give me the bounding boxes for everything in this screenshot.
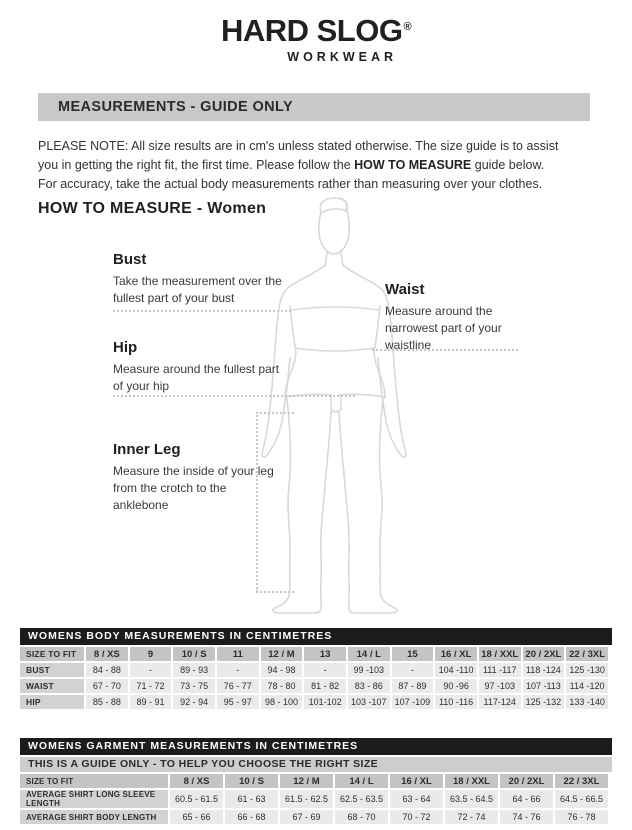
hip-label	[113, 339, 281, 395]
measurement-cell: 64 - 66	[500, 790, 553, 808]
inner-leg-top-dotted-line	[256, 412, 294, 414]
size-column-header: 8 / XS	[170, 774, 223, 788]
bust-dotted-line	[113, 310, 291, 312]
note-text-1: PLEASE NOTE: All size results are in cm's unless stated otherwise. The size guide is to assist you in getting the right fit, the first time. Please follow the	[38, 139, 559, 172]
measurement-cell: 89 - 91	[130, 695, 172, 709]
brand-name	[221, 13, 411, 49]
size-column-header: 9	[130, 647, 172, 661]
brand-logo	[221, 13, 411, 64]
measurement-cell: -	[304, 663, 346, 677]
measurement-cell: 67 - 70	[86, 679, 128, 693]
figure-waist-line	[295, 348, 375, 351]
measurement-cell: 71 - 72	[130, 679, 172, 693]
measurement-cell: 95 - 97	[217, 695, 259, 709]
measurement-cell: 118 -124	[523, 663, 565, 677]
size-to-fit-label: SIZE TO FIT	[20, 647, 84, 661]
row-label: HIP	[20, 695, 84, 709]
row-label: AVERAGE SHIRT BODY LENGTH	[20, 810, 168, 824]
measurement-cell: 107 -113	[523, 679, 565, 693]
measurement-cell: 72 - 74	[445, 810, 498, 824]
row-label: AVERAGE SHIRT LONG SLEEVE LENGTH	[20, 790, 168, 808]
garment-table-grid	[20, 772, 612, 826]
size-header-row	[20, 774, 608, 788]
note-text-2: guide below. For accuracy, take the actual body measurements rather than measuring over your clothes.	[38, 158, 545, 191]
measurement-cell: 67 - 69	[280, 810, 333, 824]
size-column-header: 18 / XXL	[479, 647, 521, 661]
measurement-cell: 114 -120	[566, 679, 608, 693]
garment-table-subtitle: THIS IS A GUIDE ONLY - TO HELP YOU CHOOSE THE RIGHT SIZE	[20, 757, 612, 772]
measurement-cell: 83 - 86	[348, 679, 390, 693]
hip-dotted-line	[113, 395, 355, 397]
measurement-cell: 104 -110	[435, 663, 477, 677]
size-column-header: 12 / M	[261, 647, 303, 661]
size-column-header: 14 / L	[335, 774, 388, 788]
size-column-header: 8 / XS	[86, 647, 128, 661]
measurement-cell: 63 - 64	[390, 790, 443, 808]
measurement-cell: 84 - 88	[86, 663, 128, 677]
measurement-cell: 125 -130	[566, 663, 608, 677]
measurement-cell: 73 - 75	[173, 679, 215, 693]
figure-head	[319, 209, 350, 254]
measurement-cell: 99 -103	[348, 663, 390, 677]
measurement-cell: 125 -132	[523, 695, 565, 709]
measurement-cell: -	[217, 663, 259, 677]
measurement-cell: 133 -140	[566, 695, 608, 709]
measurement-cell: 74 - 76	[500, 810, 553, 824]
size-column-header: 13	[304, 647, 346, 661]
measurement-cell: 92 - 94	[173, 695, 215, 709]
body-table-title: WOMENS BODY MEASUREMENTS IN CENTIMETRES	[20, 628, 612, 645]
waist-title: Waist	[385, 281, 425, 298]
measurement-cell: 63.5 - 64.5	[445, 790, 498, 808]
how-to-measure-heading: HOW TO MEASURE - Women	[38, 200, 267, 217]
measurement-cell: 98 - 100	[261, 695, 303, 709]
measurement-cell: 61 - 63	[225, 790, 278, 808]
body-table-grid	[20, 645, 612, 711]
measurement-cell: 62.5 - 63.5	[335, 790, 388, 808]
size-column-header: 16 / XL	[390, 774, 443, 788]
garment-measurements-table	[20, 738, 612, 826]
measurement-cell: 64.5 - 66.5	[555, 790, 608, 808]
inner-leg-description: Measure the inside of your leg from the crotch to the anklebone	[113, 464, 274, 512]
bust-label	[113, 251, 288, 307]
figure-bust-line	[291, 307, 379, 310]
waist-description: Measure around the narrowest part of your waistline	[385, 304, 502, 352]
measurement-cell: 103 -107	[348, 695, 390, 709]
measurement-cell: 85 - 88	[86, 695, 128, 709]
measurement-cell: 76 - 78	[555, 810, 608, 824]
row-label: BUST	[20, 663, 84, 677]
measurement-cell: 111 -117	[479, 663, 521, 677]
measurement-cell: 110 -116	[435, 695, 477, 709]
measurement-cell: 78 - 80	[261, 679, 303, 693]
table-row	[20, 663, 608, 677]
hip-description: Measure around the fullest part of your hip	[113, 362, 280, 393]
size-header-row	[20, 647, 608, 661]
measurement-cell: 65 - 66	[170, 810, 223, 824]
measurement-cell: 70 - 72	[390, 810, 443, 824]
measurement-cell: -	[130, 663, 172, 677]
measurement-cell: 81 - 82	[304, 679, 346, 693]
measurement-cell: 117-124	[479, 695, 521, 709]
brand-text: HARD SLOG	[220, 13, 403, 48]
measurement-cell: 97 -103	[479, 679, 521, 693]
size-column-header: 20 / 2XL	[500, 774, 553, 788]
measurement-cell: 90 -96	[435, 679, 477, 693]
note-bold-text: HOW TO MEASURE	[354, 158, 472, 172]
table-row	[20, 695, 608, 709]
table-row	[20, 810, 608, 824]
inner-leg-label	[113, 441, 281, 514]
size-column-header: 22 / 3XL	[566, 647, 608, 661]
measurement-cell: -	[392, 663, 434, 677]
figure-left-foot	[273, 596, 321, 613]
measurements-title-bar: MEASUREMENTS - GUIDE ONLY	[38, 93, 590, 121]
measurement-cell: 60.5 - 61.5	[170, 790, 223, 808]
size-column-header: 18 / XXL	[445, 774, 498, 788]
table-row	[20, 790, 608, 808]
size-column-header: 15	[392, 647, 434, 661]
size-column-header: 10 / S	[173, 647, 215, 661]
measurement-cell: 61.5 - 62.5	[280, 790, 333, 808]
measurement-cell: 66 - 68	[225, 810, 278, 824]
measurement-cell: 101-102	[304, 695, 346, 709]
garment-table-title: WOMENS GARMENT MEASUREMENTS IN CENTIMETRES	[20, 738, 612, 755]
measurement-cell: 87 - 89	[392, 679, 434, 693]
measurement-cell: 94 - 98	[261, 663, 303, 677]
size-column-header: 11	[217, 647, 259, 661]
size-column-header: 20 / 2XL	[523, 647, 565, 661]
bust-description: Take the measurement over the fullest part of your bust	[113, 274, 282, 305]
figure-crotch	[331, 395, 341, 412]
brand-subtitle: WORKWEAR	[287, 50, 398, 64]
row-label: WAIST	[20, 679, 84, 693]
body-measurements-table	[20, 628, 612, 711]
registered-mark: ®	[403, 20, 412, 33]
size-column-header: 16 / XL	[435, 647, 477, 661]
measurement-cell: 76 - 77	[217, 679, 259, 693]
measurement-cell: 89 - 93	[173, 663, 215, 677]
waist-label	[385, 281, 515, 354]
size-column-header: 22 / 3XL	[555, 774, 608, 788]
size-column-header: 12 / M	[280, 774, 333, 788]
measurement-cell: 68 - 70	[335, 810, 388, 824]
size-column-header: 10 / S	[225, 774, 278, 788]
size-to-fit-label: SIZE TO FIT	[20, 774, 168, 788]
inner-leg-title: Inner Leg	[113, 441, 181, 458]
figure-right-foot	[349, 596, 397, 613]
bust-title: Bust	[113, 251, 147, 268]
measurement-cell: 107 -109	[392, 695, 434, 709]
size-column-header: 14 / L	[348, 647, 390, 661]
hip-title: Hip	[113, 339, 138, 356]
table-row	[20, 679, 608, 693]
inner-leg-bottom-dotted-line	[256, 591, 294, 593]
please-note-paragraph	[38, 137, 566, 194]
